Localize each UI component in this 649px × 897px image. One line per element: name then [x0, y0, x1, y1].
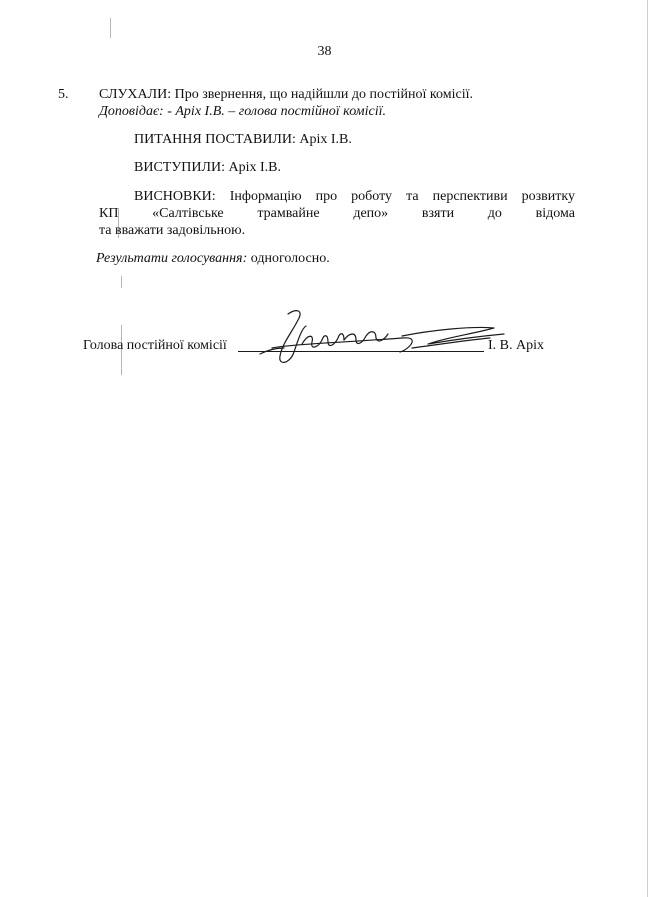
heard-line: СЛУХАЛИ: Про звернення, що надійшли до постійної комісії.	[99, 87, 474, 102]
voting-results	[96, 250, 330, 267]
reporter-line: Доповідає: - Аріх І.В. – голова постійної комісії.	[99, 104, 386, 119]
handwritten-signature	[232, 304, 512, 370]
page-number: 38	[317, 44, 332, 59]
voting-results-label: Результати голосування:	[96, 251, 248, 266]
scan-mark	[110, 18, 111, 38]
page-edge	[647, 0, 648, 897]
agenda-item-number: 5.	[58, 87, 69, 102]
conclusions-line: ВИСНОВКИ: Інформацію про роботу та перспективи розвитку	[134, 189, 575, 204]
voting-results-value: одноголосно.	[247, 251, 330, 266]
questions-line: ПИТАННЯ ПОСТАВИЛИ: Аріх І.В.	[134, 132, 352, 147]
scan-mark	[121, 276, 122, 288]
conclusions-line: та вважати задовільною.	[99, 223, 246, 238]
conclusions-line: КП «Салтівське трамвайне депо» взяти до відома	[99, 206, 575, 221]
speakers-line: ВИСТУПИЛИ: Аріх І.В.	[134, 160, 281, 175]
chair-title: Голова постійної комісії	[83, 338, 227, 353]
chair-name: І. В. Аріх	[488, 338, 544, 353]
